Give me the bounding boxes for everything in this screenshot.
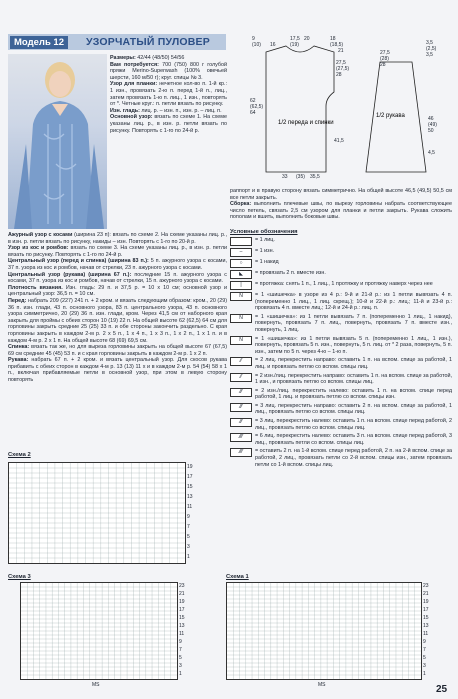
legend-text: = 1 «шишечка»: из 1 петли вывязать 7 п. (попеременно 1 лиц., 1 накид), повернуть, провязать 7 п. лиц., повернуть, провязать 7 п. вместе изн., повернуть, 1 лиц. — [255, 313, 452, 333]
chart-row-number: 21 — [179, 591, 185, 597]
schematic-dimension-label: 33 — [282, 174, 288, 180]
body-outline — [266, 46, 334, 172]
chart2-title: Схема 2 — [8, 452, 31, 458]
chart-row-number: 13 — [423, 623, 429, 629]
chart2-rows — [187, 462, 201, 562]
chart-row-number: 9 — [423, 639, 426, 645]
legend-title: Условные обозначения — [230, 228, 298, 235]
chart1-grid — [226, 582, 422, 680]
chart-row-number: 1 — [187, 554, 190, 560]
legend-symbol: | — [230, 281, 252, 290]
legend-item — [230, 403, 452, 416]
legend-item — [230, 373, 452, 386]
chart-row-number: 23 — [423, 583, 429, 589]
chart-row-number: 5 — [179, 655, 182, 661]
legend-symbol — [230, 237, 252, 246]
chart-row-number: 5 — [423, 655, 426, 661]
schematic-dimension-label: 50 — [428, 128, 434, 134]
legend-symbol: N — [230, 314, 252, 323]
schematic-dimension-label: 20 — [304, 36, 310, 42]
schematic-dimension-label: (62,5) — [250, 104, 264, 110]
schematic-dimension-label: 28 — [380, 62, 386, 68]
legend-text: = 6 лиц. перекрестить налево: оставить 3 п. на вспом. спице перед работой, 3 лиц., провязать петли со вспом. спицы лиц. — [255, 433, 452, 446]
legend-text: = 1 накид — [255, 258, 279, 265]
chart-row-number: 3 — [187, 544, 190, 550]
chart-row-number: 19 — [423, 599, 429, 605]
legend-symbol: ◣ — [230, 270, 252, 279]
chart-row-number: 9 — [187, 514, 190, 520]
schematic-dimension-label: 28 — [336, 72, 342, 78]
chart-row-number: 3 — [179, 663, 182, 669]
legend-text: = 1 «шишечка» в узоре из 4 р.: 9-й и 21-й р.: из 1 петли вывязать 4 п. (попеременно 1 лиц., 1 лиц. скрещ.); 10-й и 22-й р.: лиц.; 11-й и 23-й р.: провязать 4 п. вместе лиц.; 12-й и 24-й р.: лиц. п. — [255, 291, 452, 312]
schematic-dimension-label: (2,5) — [426, 46, 437, 52]
chart-row-number: 5 — [187, 534, 190, 540]
page-number: 25 — [436, 684, 448, 695]
legend-text: = провязать 2 п. вместе изн. — [255, 269, 326, 276]
chart-row-number: 7 — [179, 647, 182, 653]
chart1-rows — [423, 582, 437, 678]
schematic-dimension-label: (18,5) — [330, 42, 344, 48]
top-info: Размеры: 42/44 (48/50) 54/56 Вам потребуется: 700 (750) 800 г голубой пряжи Merino-Superwash (100% овечьей шерсти, 160 м/50 г); круг. спицы № 3. Узор для планки: нечетное кол-во п. 1-й кр.: 1 изн., провязать 2-ю п. перед 1-й п., лиц., затем провязать 1-ю п. лиц., 1 изн., повторять от *. Четные круг.: п. петли вязать по рисунку. Изн. гладь: лиц. р. – изн. п., изн. р. – лиц. п. Основной узор: вязать по схеме 1. На схеме указаны лиц. р., в изн. р. петли вязать по рисунку. Повторять с 1-го по 24-й р. — [110, 55, 227, 134]
chart-row-number: 15 — [187, 484, 193, 490]
chart-row-number: 7 — [187, 524, 190, 530]
legend-item — [230, 418, 452, 431]
schematic-dimension-label: 4,5 — [428, 150, 435, 156]
schematic-dimension-label: (10) — [252, 42, 261, 48]
instructions-left: Ажурный узор с косами (ширина 23 п): вязать по схеме 2. На схеме указаны лиц. р., в изн. р. петли вязать по рисунку, накиды – изн. Повторять с 1-го по 20-й р. Узор из кос и ромбов: вязать по схеме 3. На схеме указаны лиц. р., в изн. р. петли вязать по рисунку. Повторять с 1-го по 24-й р. Центральный узор (перед и спинка) (ширина 83 п.): 5 п. ажурного узора с косами, 37 п. узора из кос и ромбов, начав от стрелки, 23 п. ажурного узора с косами. Центральный узор (рукава) (ширина 67 п.): последние 15 п. ажурного узора с косами, 37 п. узора из кос и ромбов, начав от стрелки, 15 п. ажурного узора с косами. Плотность вязания. Изн. гладь: 29 п. и 37,5 р. = 10 х 10 см; основной узор и центральный узор: 36,5 п. = 10 см. Перед: набрать 209 (227) 241 п. + 2 кром. и вязать следующим образом: кром., 20 (29) 36 п. изн. глади, 43 п. основного узора, 83 п. центрального узора, 43 п. основного узора симметрично, 20 (29) 36 п. изн. глади, кром. Через 41,5 см от наборного края закрыть для проймы с обеих сторон 10 (19) 22 п. На общей высоте 62 (62,5) 64 см для горловины закрыть средние 25 (25) 33 п. и обе стороны закончить раздельно. С края горловины закрыть в каждом 2-м р. 2 х 5 п., 1 х 4 п., 1 х 3 п., 1 х 2 п., 1 х 1 п. и в каждом 4-м р. 2 х 1 п. На общей высоте 68 (69) 69,5 см. Спинка: вязать так же, но для выреза горловины закрыть на общей высоте 67 (67,5) 69 см средние 45 (45) 53 п. и с края горловины закрыть в каждом 2-м р. 1 х 2 п. Рукава: набрать 67 п. + 2 кром. и вязать центральный узор. Для скосов рукава прибавить с обеих сторон в каждом 4-м р. 13 (13) 11 х и в каждом 2-м р. 54 (54) 58 х 1 п., включая прибавляемые петли в основной узор, при этом в левую сторону повторять — [8, 232, 227, 384]
chart-row-number: 19 — [187, 464, 193, 470]
schematic-body-label: 1/2 переда и спинки — [278, 120, 334, 126]
schematic-dimension-label: 41,5 — [334, 138, 344, 144]
chart3-ms-label: MS — [92, 682, 100, 688]
page-title: УЗОРЧАТЫЙ ПУЛОВЕР — [86, 36, 210, 48]
chart-row-number: 15 — [423, 615, 429, 621]
chart-row-number: 17 — [423, 607, 429, 613]
legend-symbol: ⁄⁄⁄⁄ — [230, 433, 252, 442]
legend-item — [230, 357, 452, 370]
legend-text: = 1 изн. — [255, 247, 275, 254]
chart1-title: Схема 1 — [226, 574, 249, 580]
legend-symbol: ⁄⁄⁄⁄ — [230, 448, 252, 457]
legend-item — [230, 292, 452, 312]
schematic-dimension-label: 21 — [338, 48, 344, 54]
schematic-dimension-label: (27,5) — [336, 66, 350, 72]
legend-symbol: ⁄⁄⁄ — [230, 403, 252, 412]
legend-item — [230, 336, 452, 356]
chart1-ms-label: MS — [318, 682, 326, 688]
schematic-dimension-label: 17,5 — [290, 36, 300, 42]
schematic-sleeve-label: 1/2 рукава — [376, 113, 405, 119]
chart-row-number: 11 — [187, 504, 193, 510]
garment-schematic — [230, 32, 452, 184]
schematic-dimension-label: 35,5 — [310, 174, 320, 180]
legend-item — [230, 314, 452, 334]
legend-text: = 2 изн./лиц. перекрестить направо: оставить 1 п. на вспом. спице за работой, 1 изн., и провязать петлю со вспом. спицы лиц. — [255, 372, 452, 386]
legend-text: = 2 изн./лиц. перекрестить налево: оставить 1 п. на вспом. спице перед работой, 1 лиц. и провязать петлю со вспом. спицы изн. — [255, 387, 452, 401]
legend-symbol: N — [230, 336, 252, 345]
legend-item — [230, 248, 452, 257]
legend-symbol: N — [230, 292, 252, 301]
chart-row-number: 21 — [423, 591, 429, 597]
schematic-dimension-label: 62 — [250, 98, 256, 104]
schematic-dimension-label: 3,5 — [426, 52, 433, 58]
chart-row-number: 9 — [179, 639, 182, 645]
chart-row-number: 11 — [179, 631, 185, 637]
chart-row-number: 17 — [187, 474, 193, 480]
legend-text: = 1 «шишечка»: из 1 петли вывязать 5 п. (попеременно 1 лиц., 1 изн.), повернуть, провязать 5 п. изн., повернуть, 5 п. лиц. от * 2 раза, повернуть, 5 п. изн., затем по 5 п. через 4-ю – 1-ю п. — [255, 335, 453, 355]
schematic-dimension-label: 18 — [330, 36, 336, 42]
legend-text: = 2 лиц. перекрестить направо: оставить 1 п. на вспом. спице за работой, 1 лиц. и провязать петлю со вспом. спицы лиц. — [255, 357, 452, 370]
chart-row-number: 15 — [179, 615, 185, 621]
legend-symbol: ⁄⁄⁄ — [230, 418, 252, 427]
legend-text: = 3 лиц. перекрестить налево: оставить 1 п. на вспом. спице перед работой, 2 лиц., провязать петлю со вспом. спицы лиц. — [255, 418, 452, 431]
legend-text: = 3 лиц. перекрестить направо: оставить 2 п. на вспом. спице за работой, 1 лиц., провязать петлю со вспом. спицы лиц. — [255, 402, 452, 416]
legend-item — [230, 237, 452, 246]
chart-row-number: 19 — [179, 599, 185, 605]
chart2-grid — [8, 462, 186, 564]
legend-item — [230, 448, 452, 468]
legend-item — [230, 388, 452, 401]
legend-text: = оставить 2 п. на 1-й вспом. спице перед работой, 2 п. на 2-й вспом. спице за работой, 2 лиц., провязать петли со 2-й вспом. спицы изн., затем провязать петли со 1-й вспом. спицы лиц. — [255, 448, 452, 468]
legend-symbol: – — [230, 248, 252, 257]
instructions-right: раппорт и в правую сторону вязать симметрично. На общей высоте 46,5 (49,5) 50,5 см все петли закрыть. Сборка: выполнить плечевые швы, по вырезу горловины набрать соответствующее число петель, связать 2,5 см узором для планки и петли закрыть. Рукава сложить пополам и вшить, выполнить боковые швы. Условные обозначения = 1 лиц. – = 1 изн. ○ = 1 накид ◣ = провязать 2 п. вместе изн. | = протяжка: снять 1 п., 1 лиц., 1 протяжку и протяжку наверх через нее N = 1 «шишечка» в узоре из 4 р.: 9-й и 21-й р.: из 1 петли вывязать 4 п. (попеременно 1 лиц., 1 лиц. скрещ.); 10-й и 22-й р.: лиц.; 11-й и 23-й р.: провязать 4 п. вместе лиц.; 12-й и 24-й р.: лиц. п. N = 1 «шишечка»: из 1 петли вывязать 7 п. (попеременно 1 лиц., 1 накид), повернуть, провязать 7 п. лиц., повернуть, провязать 7 п. вместе изн., повернуть, 1 лиц. N = 1 «шишечка»: из 1 петли вывязать 5 п. (попеременно 1 лиц., 1 изн.), повернуть, провязать 5 п. изн., повернуть, 5 п. лиц. от * 2 раза, повернуть, 5 п. изн., затем по 5 п. через 4-ю – 1-ю п. ⁄⁄ = 2 лиц. перекрестить направо: оставить 1 п. на вспом. спице за работой, 1 лиц. и провязать петлю со вспом. спицы лиц. ⁄⁄ = 2 изн./лиц. перекрестить направо: оставить 1 п. на вспом. спице за работой, 1 изн., и провязать петлю со вспом. спицы лиц. ⁄⁄⁄ = 2 изн./лиц. перекрестить налево: оставить 1 п. на вспом. спице перед работой, 1 лиц. и провязать петлю со вспом. спицы изн. ⁄⁄⁄ = 3 лиц. перекрестить направо: оставить 2 п. на вспом. спице за работой, 1 лиц., провязать петлю со вспом. спицы лиц. ⁄⁄⁄ = 3 лиц. перекрестить налево: оставить 1 п. на вспом. спице перед работой, 2 лиц., провязать петлю со вспом. спицы лиц. ⁄⁄⁄⁄ = 6 лиц. перекрестить налево: оставить 3 п. на вспом. спице перед работой, 3 лиц., провязать петли со вспом. спицы лиц. ⁄⁄⁄⁄ = оставить 2 п. на 1-й вспом. спице перед работой, 2 п. на 2-й вспом. спице за работой, 2 лиц., провязать петли со 2-й вспом. спицы изн., затем провязать петли со 1-й вспом. спицы лиц. — [230, 188, 453, 468]
schematic-dimension-label: (19) — [290, 42, 299, 48]
chart-row-number: 7 — [423, 647, 426, 653]
legend-item — [230, 281, 452, 290]
chart-row-number: 1 — [179, 671, 182, 677]
chart3-title: Схема 3 — [8, 574, 31, 580]
legend-symbol: ⁄⁄ — [230, 357, 252, 366]
legend-item — [230, 433, 452, 446]
legend-text: = 1 лиц. — [255, 236, 275, 243]
chart-row-number: 13 — [179, 623, 185, 629]
schematic-dimension-label: 27,5 — [380, 50, 390, 56]
legend-symbol: ⁄⁄⁄ — [230, 388, 252, 397]
model-photo — [8, 54, 107, 229]
legend-text: = протяжка: снять 1 п., 1 лиц., 1 протяжку и протяжку наверх через нее — [255, 280, 433, 287]
chart-row-number: 11 — [423, 631, 429, 637]
chart-row-number: 1 — [423, 671, 426, 677]
schematic-dimension-label: (49) — [428, 122, 437, 128]
legend — [230, 237, 452, 468]
chart-row-number: 23 — [179, 583, 185, 589]
chart-row-number: 17 — [179, 607, 185, 613]
schematic-dimension-label: 9 — [252, 36, 255, 42]
schematic-dimension-label: 46 — [428, 116, 434, 122]
legend-item — [230, 259, 452, 268]
schematic-dimension-label: 16 — [270, 42, 276, 48]
schematic-dimension-label: 3,5 — [426, 40, 433, 46]
schematic-dimension-label: (35) — [296, 174, 305, 180]
chart-row-number: 13 — [187, 494, 193, 500]
chart3-grid — [20, 582, 178, 680]
chart3-rows — [179, 582, 193, 678]
legend-symbol: ○ — [230, 259, 252, 268]
chart-row-number: 3 — [423, 663, 426, 669]
schematic-dimension-label: 27,5 — [336, 60, 346, 66]
legend-symbol: ⁄⁄ — [230, 373, 252, 382]
legend-item — [230, 270, 452, 279]
schematic-dimension-label: (28) — [380, 56, 389, 62]
model-label: Модель 12 — [10, 36, 68, 49]
schematic-dimension-label: 64 — [250, 110, 256, 116]
